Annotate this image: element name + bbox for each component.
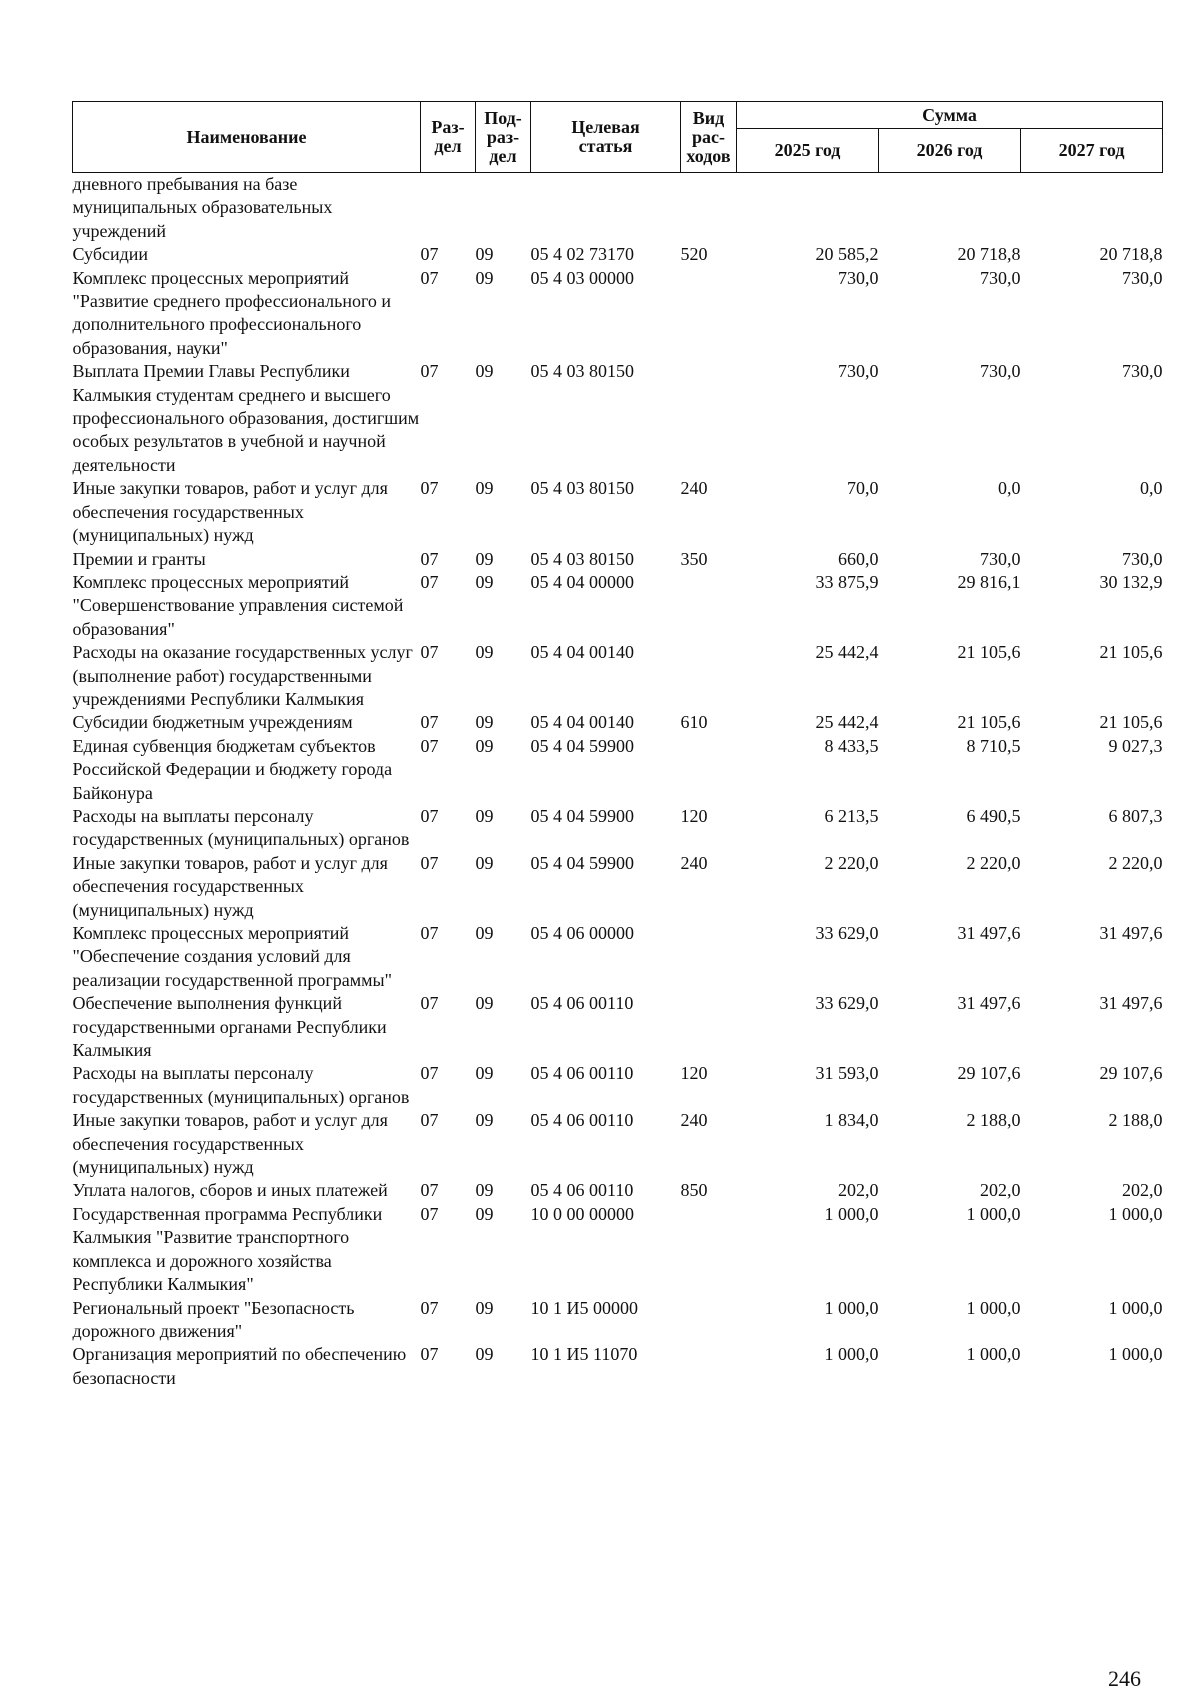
row-amount-2027: 2 220,0 [1108, 852, 1163, 873]
row-amount-2027: 1 000,0 [1108, 1344, 1163, 1365]
row-amount-2026: 31 497,6 [957, 923, 1021, 943]
row-name: Комплекс процессных мероприятий "Обеспечение создания условий для реализации государственной программы" [72, 923, 392, 990]
row-vid-raskhodov [681, 922, 737, 992]
row-vid-raskhodov [681, 992, 737, 1062]
row-amount-2025: 1 000,0 [824, 1344, 879, 1365]
row-podrazdel: 09 [475, 642, 494, 663]
row-amount-2026 [879, 173, 1021, 244]
row-razdel: 07 [420, 478, 439, 499]
row-amount-2025 [737, 173, 879, 244]
row-target-code: 05 4 06 00110 [530, 1110, 634, 1131]
row-name: Комплекс процессных мероприятий "Развитие среднего профессионального и дополнительного профессионального образования, науки" [72, 267, 392, 358]
row-razdel: 07 [420, 735, 439, 756]
row-podrazdel: 09 [475, 1297, 494, 1318]
row-name: Субсидии бюджетным учреждениям [72, 712, 353, 733]
row-podrazdel: 09 [475, 1063, 494, 1084]
row-razdel: 07 [420, 852, 439, 873]
table-header [73, 102, 1163, 173]
row-name: Обеспечение выполнения функций государственными органами Республики Калмыкия [72, 993, 387, 1061]
row-amount-2025: 70,0 [847, 478, 879, 499]
row-name: Уплата налогов, сборов и иных платежей [72, 1180, 388, 1201]
row-name: Премии и гранты [72, 548, 206, 569]
row-amount-2025: 730,0 [838, 267, 879, 288]
row-name: Организация мероприятий по обеспечению безопасности [72, 1344, 407, 1388]
table-row [73, 1297, 1163, 1344]
row-razdel: 07 [420, 548, 439, 569]
row-amount-2025: 660,0 [838, 548, 879, 569]
row-amount-2025: 1 000,0 [824, 1203, 879, 1224]
row-amount-2025: 20 585,2 [815, 244, 879, 265]
row-vid-raskhodov: 350 [680, 548, 708, 569]
row-podrazdel: 09 [475, 1344, 494, 1365]
row-target-code: 05 4 04 59900 [530, 735, 634, 756]
table-row [73, 992, 1163, 1062]
row-amount-2026: 730,0 [980, 361, 1021, 382]
row-vid-raskhodov: 240 [680, 852, 708, 873]
row-target-code: 05 4 03 80150 [530, 361, 634, 382]
row-target-code: 05 4 04 59900 [530, 852, 634, 873]
row-target-code: 05 4 06 00110 [530, 1180, 634, 1201]
row-target-code: 05 4 04 59900 [530, 805, 634, 826]
row-amount-2025: 25 442,4 [815, 642, 879, 663]
row-name: Единая субвенция бюджетам субъектов Российской Федерации и бюджету города Байконура [72, 735, 393, 803]
row-razdel: 07 [420, 1180, 439, 1201]
row-razdel: 07 [420, 1344, 439, 1365]
row-razdel: 07 [420, 712, 439, 733]
row-amount-2026: 2 188,0 [966, 1110, 1021, 1131]
row-target-code: 05 4 06 00110 [530, 993, 634, 1014]
table-row [73, 243, 1163, 266]
row-amount-2026: 1 000,0 [966, 1344, 1021, 1365]
row-target-code [531, 173, 681, 244]
row-podrazdel: 09 [475, 244, 494, 265]
row-target-code: 05 4 06 00110 [530, 1063, 634, 1084]
row-amount-2027: 31 497,6 [1099, 993, 1163, 1014]
row-amount-2025: 25 442,4 [815, 712, 879, 733]
table-row [73, 1179, 1163, 1202]
row-name: Иные закупки товаров, работ и услуг для обеспечения государственных (муниципальных) нужд [72, 478, 388, 546]
table-row [73, 735, 1163, 805]
row-razdel: 07 [420, 361, 439, 382]
row-amount-2025: 2 220,0 [824, 852, 879, 873]
header-year-2025: 2025 год [737, 129, 879, 173]
row-vid-raskhodov [681, 1203, 737, 1297]
row-amount-2026: 1 000,0 [966, 1297, 1021, 1318]
row-vid-raskhodov [681, 641, 737, 711]
row-name: Комплекс процессных мероприятий "Совершенствование управления системой образования" [72, 571, 404, 639]
header-year-2026: 2026 год [879, 129, 1021, 173]
row-amount-2027: 9 027,3 [1108, 735, 1163, 756]
row-razdel: 07 [420, 923, 439, 943]
row-amount-2025: 33 629,0 [815, 923, 879, 943]
row-name: Субсидии [72, 244, 149, 265]
row-razdel: 07 [420, 267, 439, 288]
table-row [73, 1062, 1163, 1109]
row-target-code: 05 4 06 00000 [530, 923, 634, 943]
row-podrazdel: 09 [475, 1203, 494, 1224]
row-vid-raskhodov: 240 [680, 478, 708, 499]
row-razdel: 07 [420, 642, 439, 663]
table-row [73, 805, 1163, 852]
row-amount-2025: 730,0 [838, 361, 879, 382]
table-row [73, 641, 1163, 711]
row-razdel: 07 [420, 571, 439, 592]
row-amount-2027: 730,0 [1122, 548, 1163, 569]
row-podrazdel: 09 [475, 478, 494, 499]
row-amount-2026: 2 220,0 [966, 852, 1021, 873]
page-number: 246 [1108, 1666, 1141, 1691]
row-vid-raskhodov: 850 [680, 1180, 708, 1201]
row-amount-2025: 31 593,0 [815, 1063, 879, 1084]
row-podrazdel: 09 [475, 361, 494, 382]
row-amount-2026: 1 000,0 [966, 1203, 1021, 1224]
table-row [73, 548, 1163, 571]
row-vid-raskhodov [681, 267, 737, 361]
row-vid-raskhodov: 520 [680, 244, 708, 265]
row-podrazdel: 09 [475, 852, 494, 873]
row-podrazdel: 09 [475, 712, 494, 733]
table-row [73, 922, 1163, 992]
row-razdel [421, 173, 476, 244]
row-amount-2025: 6 213,5 [824, 805, 879, 826]
row-name: Расходы на выплаты персоналу государственных (муниципальных) органов [72, 1063, 410, 1107]
row-target-code: 05 4 03 00000 [530, 267, 634, 288]
table-row [73, 173, 1163, 244]
row-razdel: 07 [420, 993, 439, 1014]
row-amount-2026: 202,0 [980, 1180, 1021, 1201]
row-vid-raskhodov [681, 360, 737, 477]
row-amount-2027 [1021, 173, 1163, 244]
row-vid-raskhodov: 120 [680, 1063, 708, 1084]
row-target-code: 05 4 04 00140 [530, 642, 634, 663]
row-target-code: 10 0 00 00000 [530, 1203, 634, 1224]
budget-table [72, 101, 1163, 1392]
row-amount-2025: 1 000,0 [824, 1297, 879, 1318]
row-razdel: 07 [420, 1297, 439, 1318]
row-name: Государственная программа Республики Калмыкия "Развитие транспортного комплекса и дорожного хозяйства Республики Калмыкия" [72, 1203, 383, 1295]
row-podrazdel [476, 173, 531, 244]
row-razdel: 07 [420, 1203, 439, 1224]
row-vid-raskhodov: 240 [680, 1110, 708, 1131]
table-row [73, 1343, 1163, 1392]
table-row [73, 477, 1163, 547]
header-year-2027: 2027 год [1021, 129, 1163, 173]
row-amount-2027: 1 000,0 [1108, 1203, 1163, 1224]
row-vid-raskhodov [681, 571, 737, 641]
row-amount-2026: 21 105,6 [957, 712, 1021, 733]
table-row [73, 360, 1163, 477]
row-amount-2025: 33 629,0 [815, 993, 879, 1014]
row-razdel: 07 [420, 244, 439, 265]
row-target-code: 10 1 И5 00000 [530, 1297, 638, 1318]
row-amount-2027: 730,0 [1122, 267, 1163, 288]
row-amount-2026: 8 710,5 [966, 735, 1021, 756]
row-podrazdel: 09 [475, 735, 494, 756]
row-podrazdel: 09 [475, 1180, 494, 1201]
row-amount-2027: 202,0 [1122, 1180, 1163, 1201]
row-amount-2026: 31 497,6 [957, 993, 1021, 1014]
table-row [73, 1203, 1163, 1297]
row-amount-2025: 202,0 [838, 1180, 879, 1201]
table-row [73, 571, 1163, 641]
row-target-code: 10 1 И5 11070 [530, 1344, 638, 1365]
row-name: Региональный проект "Безопасность дорожного движения" [72, 1297, 355, 1341]
table-row [73, 1109, 1163, 1179]
row-vid-raskhodov: 120 [680, 805, 708, 826]
row-name: Иные закупки товаров, работ и услуг для обеспечения государственных (муниципальных) нужд [72, 852, 388, 920]
row-amount-2027: 29 107,6 [1099, 1063, 1163, 1084]
row-amount-2026: 29 107,6 [957, 1063, 1021, 1084]
header-razdel: Раз- дел [421, 102, 476, 173]
header-vid-raskhodov: Вид рас- ходов [681, 102, 737, 173]
row-podrazdel: 09 [475, 571, 494, 592]
row-amount-2027: 730,0 [1122, 361, 1163, 382]
row-razdel: 07 [420, 1063, 439, 1084]
header-name: Наименование [73, 102, 421, 173]
row-amount-2026: 29 816,1 [957, 571, 1021, 592]
row-amount-2027: 31 497,6 [1099, 923, 1163, 943]
row-amount-2026: 20 718,8 [957, 244, 1021, 265]
header-summa: Сумма [737, 102, 1163, 129]
row-vid-raskhodov [681, 1343, 737, 1392]
row-amount-2027: 21 105,6 [1099, 642, 1163, 663]
header-podrazdel: Под- раз- дел [476, 102, 531, 173]
row-target-code: 05 4 04 00140 [530, 712, 634, 733]
row-amount-2027: 21 105,6 [1099, 712, 1163, 733]
row-name: Иные закупки товаров, работ и услуг для обеспечения государственных (муниципальных) нужд [72, 1110, 388, 1178]
table-row [73, 711, 1163, 734]
row-target-code: 05 4 02 73170 [530, 244, 634, 265]
row-amount-2026: 730,0 [980, 548, 1021, 569]
table-row [73, 267, 1163, 361]
table-row [73, 852, 1163, 922]
table-body [73, 173, 1163, 1393]
row-name: дневного пребывания на базе муниципальных образовательных учреждений [72, 174, 333, 241]
row-name: Расходы на выплаты персоналу государственных (муниципальных) органов [72, 805, 410, 850]
row-target-code: 05 4 03 80150 [530, 548, 634, 569]
header-tselevaya-statya: Целевая статья [531, 102, 681, 173]
row-amount-2025: 33 875,9 [815, 571, 879, 592]
row-amount-2027: 20 718,8 [1099, 244, 1163, 265]
row-podrazdel: 09 [475, 267, 494, 288]
row-podrazdel: 09 [475, 805, 494, 826]
row-podrazdel: 09 [475, 993, 494, 1014]
row-podrazdel: 09 [475, 548, 494, 569]
row-amount-2026: 6 490,5 [966, 805, 1021, 826]
row-razdel: 07 [420, 805, 439, 826]
row-amount-2026: 730,0 [980, 267, 1021, 288]
row-vid-raskhodov [681, 173, 737, 244]
row-amount-2026: 0,0 [998, 478, 1021, 499]
row-amount-2025: 8 433,5 [824, 735, 879, 756]
row-podrazdel: 09 [475, 1110, 494, 1131]
row-amount-2027: 30 132,9 [1099, 571, 1163, 592]
row-amount-2027: 2 188,0 [1108, 1110, 1163, 1131]
row-name: Выплата Премии Главы Республики Калмыкия студентам среднего и высшего профессионального образования, достигшим особых результатов в учебной и научной деятельности [72, 361, 420, 475]
row-vid-raskhodov [681, 735, 737, 805]
row-vid-raskhodov [681, 1297, 737, 1344]
row-amount-2027: 0,0 [1140, 478, 1163, 499]
row-amount-2026: 21 105,6 [957, 642, 1021, 663]
row-amount-2027: 6 807,3 [1108, 805, 1163, 826]
row-podrazdel: 09 [475, 923, 494, 943]
row-vid-raskhodov: 610 [680, 712, 708, 733]
row-amount-2027: 1 000,0 [1108, 1297, 1163, 1318]
row-target-code: 05 4 04 00000 [530, 571, 634, 592]
row-name: Расходы на оказание государственных услуг (выполнение работ) государственными учреждениями Республики Калмыкия [72, 642, 413, 709]
row-target-code: 05 4 03 80150 [530, 478, 634, 499]
row-razdel: 07 [420, 1110, 439, 1131]
row-amount-2025: 1 834,0 [824, 1110, 879, 1131]
